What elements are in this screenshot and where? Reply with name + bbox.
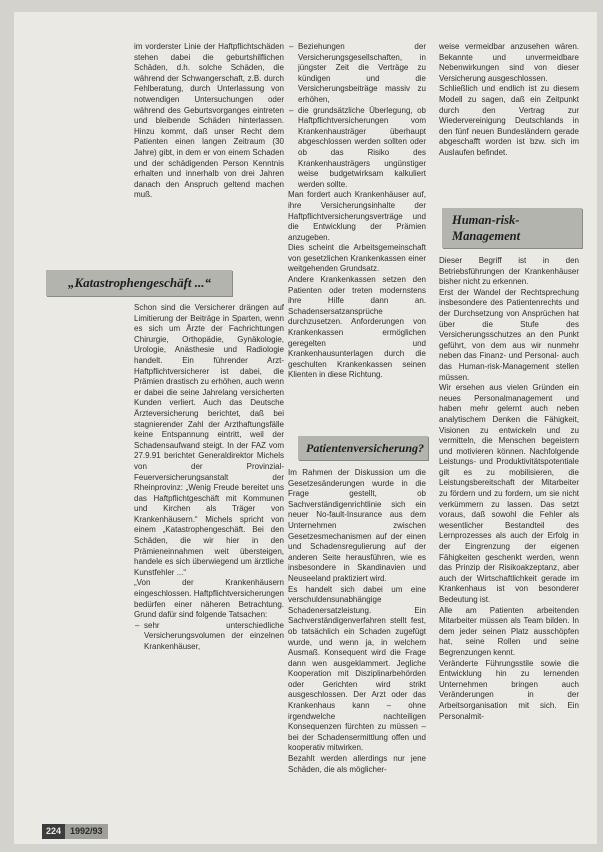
column-3-bottom <box>439 256 579 722</box>
bullet-list <box>288 42 426 190</box>
paragraph: Es handelt sich dabei um eine verschuldensunabhängige Schadenersatzleistung. Ein Sachverständigenverfahren stellt fest, ob tatsächlich ein Schaden zugefügt wurde, und wenn ja, in welchem Ausmaß. Konsequent wird die Frage dann wen ausgeklammert. Jegliche Kooperation mit Disziplinarbehörden oder Gerichten wird strikt ausgeschlossen. Der Arzt oder das Krankenhaus kann – ohne irgendwelche nachteiligen Konsequenzen fürchten zu müssen – bei der Schadensermittlung offen und kooperativ mitwirken. <box>288 584 426 753</box>
paragraph: Wir ersehen aus vielen Gründen ein neues Personalmanagement und haben mehr gelernt auch neben analytischem Denken die Fähigkeit, Visionen zu entwickeln und zu vermitteln, die Menschen begeistern und motivieren können. Nachfolgende Leistungs- und Produktivitätspotentiale gilt es zu mobilisieren, die Leistungsbereitschaft der Mitarbeiter zu fördern und zu fordern, um sie nicht verkümmern zu lassen. Das setzt voraus, daß sowohl die Fehler als wesentlicher Bestandteil des Lernprozesses als auch der Erfolg in der Eingrenzung der eigenen Fähigkeiten geschenkt werden, wenn das Prinzip der Risikoakzeptanz, aber auch der Wirtschaftlichkeit gerade im Krankenhaus ist von besonderer Bedeutung ist. <box>439 383 579 604</box>
paragraph: weise vermeidbar anzusehen wären. Bekannte und unvermeidbare Nebenwirkungen sind von dieser Versicherung ausgeschlossen. <box>439 42 579 83</box>
paragraph: Bezahlt werden allerdings nur jene Schäden, die als möglicher- <box>288 754 426 774</box>
page-footer <box>42 824 108 839</box>
paragraph: Veränderte Führungsstile sowie die Entwicklung hin zu lernenden Unternehmen bringen auch Veränderungen in der Arbeitsorganisation mit sich. Ein Personalmit- <box>439 658 579 721</box>
magazine-page <box>14 12 597 844</box>
column-1-top <box>134 42 284 201</box>
heading-catastrophe: „Katastrophengeschäft ...“ <box>46 270 232 296</box>
column-1-bottom <box>134 303 284 653</box>
column-2 <box>288 42 426 381</box>
paragraph: Dies scheint die Arbeitsgemeinschaft von gesetzlichen Krankenkassen einer weitgehenden Grundsatz. <box>288 243 426 274</box>
list-item: – sehr unterschiedliche Versicherungsvolumen der einzelnen Krankenhäuser, <box>144 621 284 653</box>
paragraph: Man fordert auch Krankenhäuser auf, ihre Versicherungsinhalte der Haftpflichtversicherungsverträge und die Entwicklung der Prämien anzugeben. <box>288 190 426 242</box>
list-item: – Beziehungen der Versicherungsgesellschaften, in jüngster Zeit die Verträge zu kündigen und die Versicherungsbeiträge massiv zu erhöhen, <box>298 42 426 106</box>
paragraph: Erst der Wandel der Rechtsprechung insbesondere des Patientenrechts und der Durchsetzung von Ansprüchen hat über die Stufe des Versicherungsschutzes an den Punkt geführt, von dem aus wir nunmehr neben das Finanz- und Personal- auch das Human-risk-Management stellen müssen. <box>439 287 579 382</box>
heading-human-risk: Human-risk-Management <box>442 208 582 248</box>
bullet-list <box>134 621 284 653</box>
column-3-top <box>439 42 579 159</box>
paragraph: Schon sind die Versicherer drängen auf Limitierung der Beiträge in Sparten, wenn es sich um Ärzte der Fachrichtungen Chirurgie, Orthopädie, Gynäkologie, Urologie, Anästhesie und Radiologie handelt. Ein führender Arzt-Haftpflichtversicherer ist dabei, die Prämien drastisch zu erhöhen, auch wenn er dabei die seine Jahrelang versicherten Kunden verliert. Auch das Deutsche Ärzteversicherung berichtet, daß bei stagnierender Zahl der Arzthaftungsfälle keine Entspannung eintritt, weil der Schadensaufwand steigt. In der FAZ vom 27.9.91 berichtet Generaldirektor Michels von der Provinzial-Feuerversicherungsanstalt der Rheinprovinz: „Wenig Freude bereitet uns das Haftpflichtgeschäft mit Kommunen und Kirchen als Träger von Krankenhäusern.“ Michels spricht von einem „Katastrophengeschäft. Bei den Schäden, die wir hier in den Prämieneinnahmen weit übersteigen, handele es sich überwiegend um ärztliche Kunstfehler ...“ <box>134 303 284 577</box>
paragraph: Schließlich und endlich ist zu diesem Modell zu sagen, daß ein Zeitpunkt durch den Vertrag zur Wiedervereinigung Deutschlands in den fünf neuen Bundesländern gerade abgeschafft worden ist bzw. sich im Auslaufen befindet. <box>439 84 579 157</box>
list-item: – die grundsätzliche Überlegung, ob Haftpflichtversicherungen vom Krankenhausträger überhaupt abgeschlossen werden sollten oder ob das Risiko des Krankenhausträgers ungünstiger weise budgetwirksam kalkuliert werden sollte. <box>298 106 426 191</box>
paragraph: Andere Krankenkassen setzen den Patienten oder treten modernstens ihre Hilfe dann an. Schadensersatzansprüche durchzusetzen. Anforderungen von Krankenkassen ermöglichen geregelten und Krankenhausunterlagen durch die geschulten Krankenkassen seinen Klienten in diese Richtung. <box>288 275 426 380</box>
paragraph: im vorderster Linie der Haftpflichtschäden stehen dabei die geburtshilflichen Schäden, d.h. solche Schäden, die während der Schwangerschaft, z.B. durch Fehlberatung, durch Unterlassung von notwendigen Untersuchungen oder während des Geburtsvorganges eintreten und bleibende Schäden hinterlassen. Hinzu kommt, daß unser Recht dem Patienten einen langen Zeitraum (30 Jahre) gibt, in dem er von einem Schaden und der schädigenden Person Kenntnis erhalten und innerhalb von drei Jahren danach den Anspruch geltend machen muß. <box>134 42 284 200</box>
issue-label: 1992/93 <box>65 824 108 839</box>
heading-patient-insurance: Patientenversicherung? <box>298 436 428 460</box>
column-2-after <box>288 468 426 775</box>
paragraph: Im Rahmen der Diskussion um die Gesetzesänderungen wurde in die Frage gestellt, ob Sachverständigenrichtlinie sich ein neuer No-fault-Insurance aus dem Unternehmen zwischen Gesetzesmechanismen auf der einen und Schadensregulierung auf der anderen Seite herausführen, wie es insbesondere in Skandinavien und Neuseeland praktiziert wird. <box>288 468 426 583</box>
paragraph: Dieser Begriff ist in den Betriebsführungen der Krankenhäuser bisher nicht zu erkennen. <box>439 256 579 287</box>
paragraph: Alle am Patienten arbeitenden Mitarbeiter müssen als Team bilden. In dem jeder seinen Platz ausschöpfen hat, seine Rollen und seine Begrenzungen kennt. <box>439 605 579 657</box>
paragraph: „Von der Krankenhäusern eingeschlossen. Haftpflichtversicherungen bedürfen einer näheren Betrachtung. Grund dafür sind folgende Tatsachen: <box>134 578 284 620</box>
page-number: 224 <box>42 824 65 839</box>
